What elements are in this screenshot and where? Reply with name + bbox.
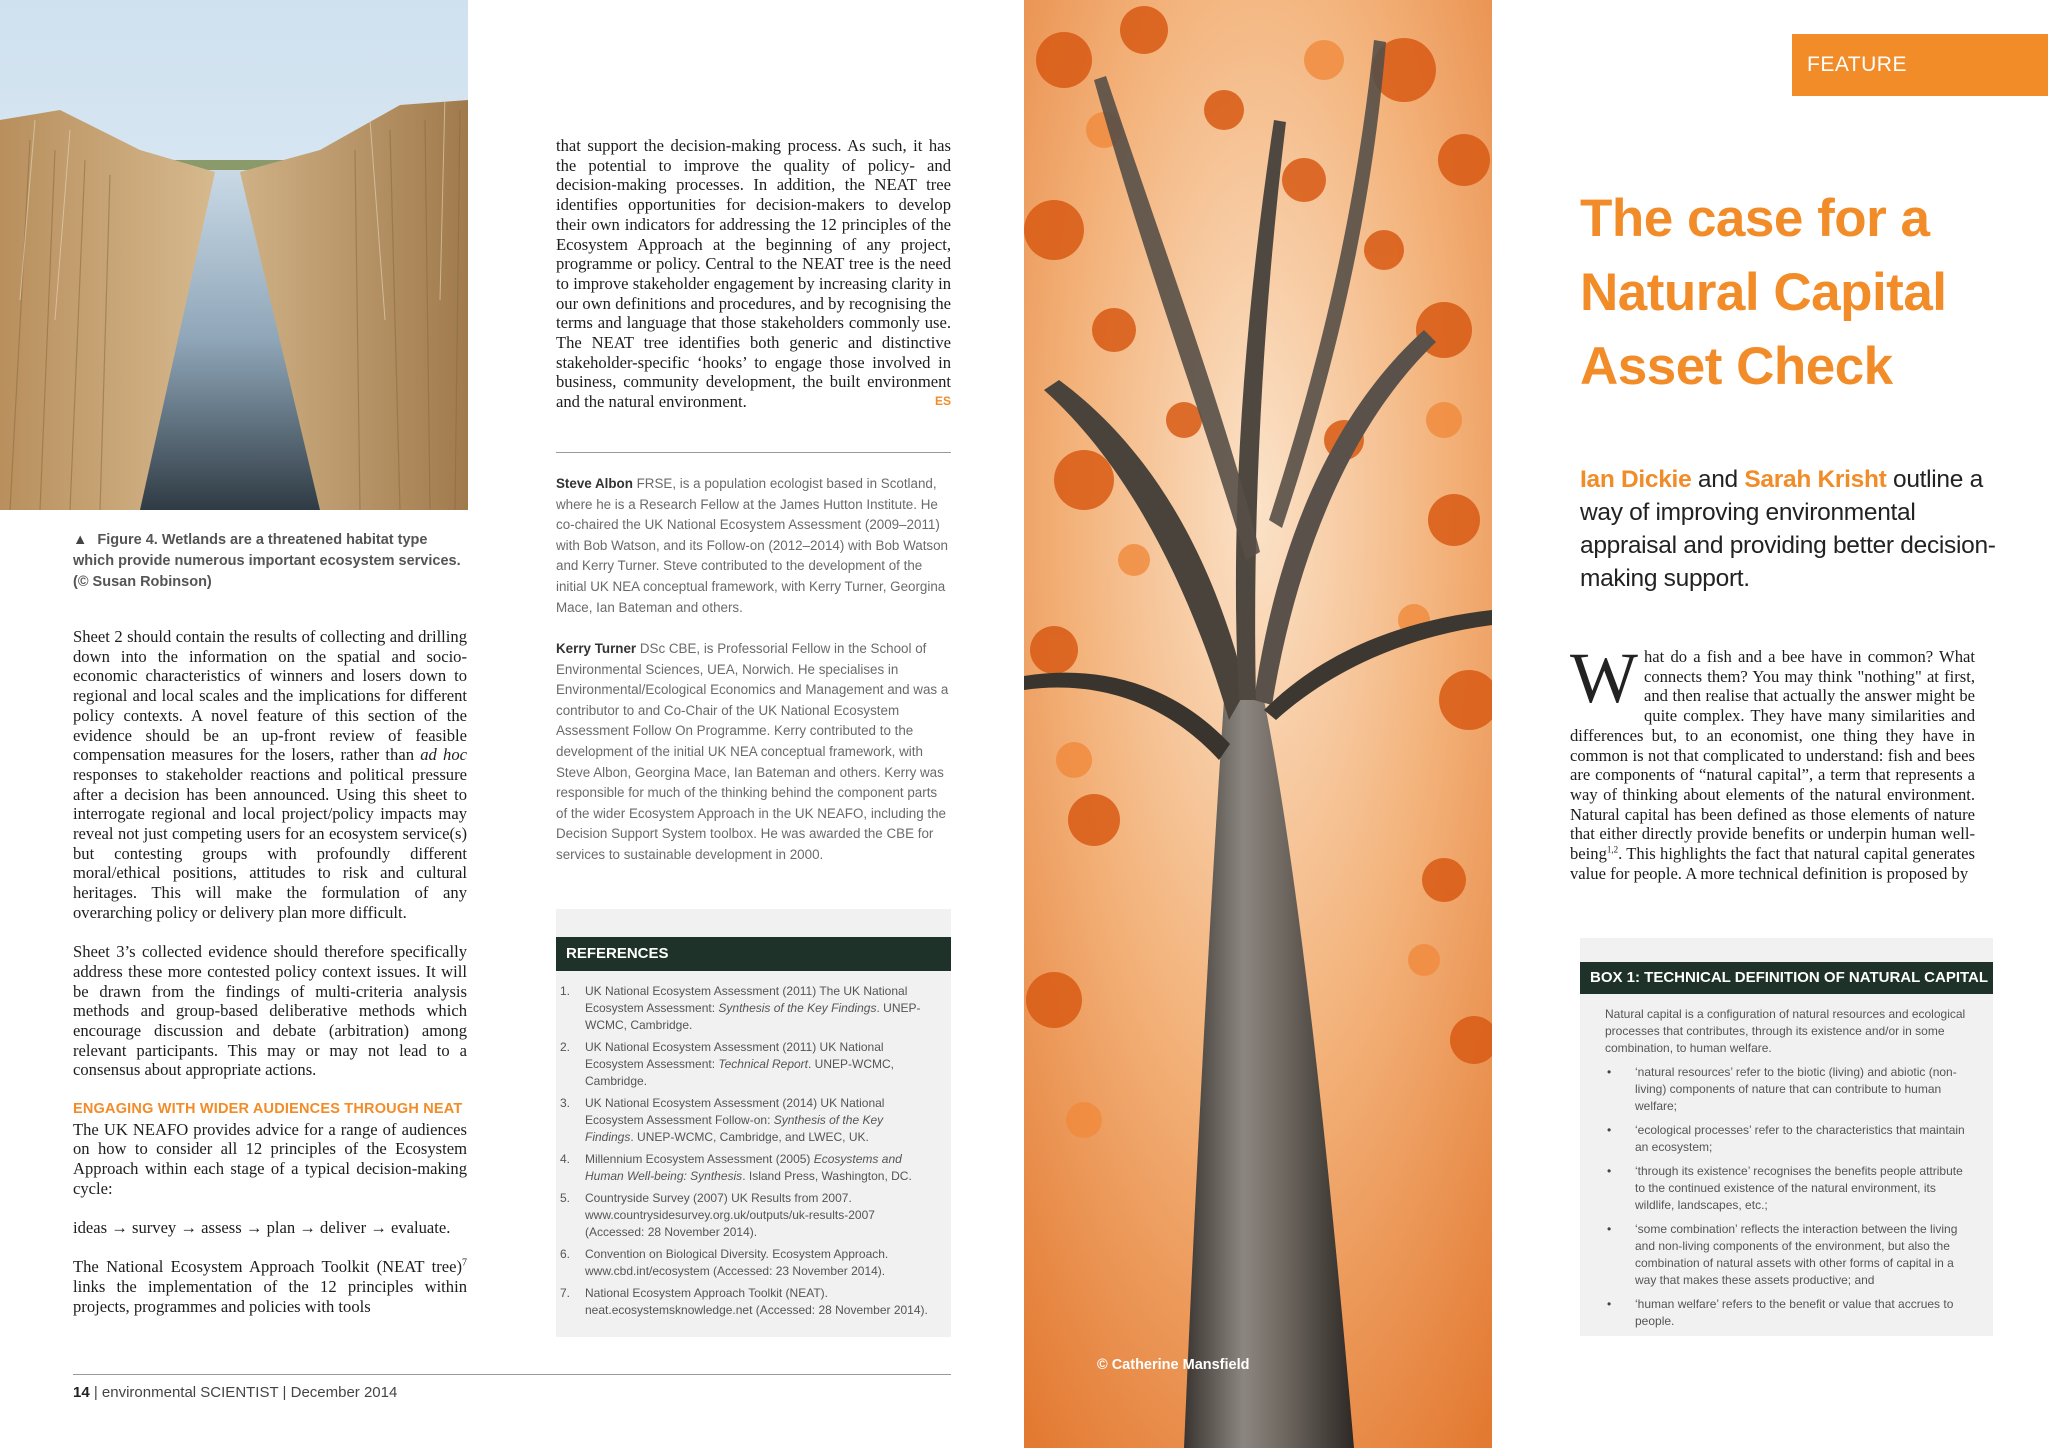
paragraph-neafo: The UK NEAFO provides advice for a range of audiences on how to consider all 12 principles of the Ecosystem Approach within each stage of a typical decision-making cycle:: [73, 1119, 467, 1198]
reference-item: 4. Millennium Ecosystem Assessment (2005) Ecosystems and Human Well-being: Synthesis. Island Press, Washington, DC.: [560, 1152, 912, 1183]
feature-label: FEATURE: [1792, 34, 2048, 96]
standfirst: Ian Dickie and Sarah Krisht outline a way of improving environmental appraisal and providing better decision-making support.: [1580, 466, 1996, 592]
definition-box-body: [1605, 1006, 1975, 1337]
paragraph-neat-tree: The National Ecosystem Approach Toolkit (NEAT tree)$^7$ links the implementation of the 12 principles within projects, programmes and policies with tools: [73, 1257, 467, 1316]
definition-bullets: [1605, 1064, 1975, 1330]
body-column-2: [556, 136, 951, 412]
definition-bullet: • ‘natural resources’ refer to the biotic (living) and abiotic (non-living) components of nature that can contribute to human welfare;: [1605, 1064, 1975, 1115]
tree-photo: [1024, 0, 1492, 1448]
paragraph-sheet-3: Sheet 3’s collected evidence should therefore specifically address these more contested policy context issues. It will be drawn from the findings of multi-criteria analysis methods and group-based deliberative methods which encourage discussion and debate (arbitration) among relevant participants. This may or may not lead to a consensus about appropriate actions.: [73, 942, 467, 1080]
title-line: Natural Capital: [1580, 263, 1947, 322]
author-bio-kerry-turner: Kerry Turner DSc CBE, is Professorial Fellow in the School of Environmental Sciences, UEA, Norwich. He specialises in Environmental/Ecological Economics and Management and was a contributor to and Co-Chair of the UK National Ecosystem Assessment Follow On Programme. Kerry contributed to the development of the initial UK NEA conceptual framework, with Steve Albon, Georgina Mace, Ian Bateman and others. Kerry was responsible for much of the thinking behind the component parts of the wider Ecosystem Approach in the UK NEAFO, including the Decision Support System toolbox. He was awarded the CBE for services to sustainable development in 2000.: [556, 641, 949, 862]
author-bio-steve-albon: Steve Albon FRSE, is a population ecologist based in Scotland, where he is a Research Fellow at the James Hutton Institute. He co-chaired the UK National Ecosystem Assessment (2009–2011) with Bob Watson, and its Follow-on (2012–2014) with Bob Watson and Kerry Turner. Steve contributed to the development of the initial UK NEA conceptual framework, with Kerry Turner, Georgina Mace, Ian Bateman and others.: [556, 476, 949, 615]
title-line: Asset Check: [1580, 337, 1893, 396]
author-name: Sarah Krisht: [1744, 466, 1887, 493]
reference-item: 2. UK National Ecosystem Assessment (2011) UK National Ecosystem Assessment: Technical Report. UNEP-WCMC, Cambridge.: [560, 1040, 894, 1088]
photo-credit: © Catherine Mansfield: [1097, 1357, 1250, 1373]
definition-bullet: • ‘through its existence’ recognises the benefits people attribute to the continued existence of the natural environment, its wildlife, landscapes, etc.;: [1605, 1163, 1975, 1214]
definition-box: [1580, 938, 1993, 1336]
definition-intro: Natural capital is a configuration of natural resources and ecological processes that contributes, through its existence and/or in some combination, to human welfare.: [1605, 1007, 1966, 1055]
definition-bullet: • ‘human welfare’ refers to the benefit or value that accrues to people.: [1605, 1296, 1975, 1330]
reference-item: 3. UK National Ecosystem Assessment (2014) UK National Ecosystem Assessment Follow-on: Synthesis of the Key Findings. UNEP-WCMC, Cambridge, and LWEC, UK.: [560, 1096, 885, 1144]
references-list: [556, 983, 951, 1324]
article-title: [1580, 182, 2020, 404]
paragraph-neat-continued: that support the decision-making process. As such, it has the potential to improve the quality of policy- and decision-making processes. In addition, the NEAT tree identifies opportunities for decision-makers to develop their own indicators for addressing the 12 principles of the Ecosystem Approach at the beginning of any project, programme or policy. Central to the NEAT tree is the need to improve stakeholder engagement by increasing clarity in our own definitions and procedures, and by recognising the terms and language that those stakeholders commonly use. The NEAT tree identifies both generic and distinctive stakeholder-specific ‘hooks’ to engage those involved in business, community development, the built environment and the natural environment.: [556, 136, 951, 412]
footer-rule: [73, 1374, 951, 1375]
article-body: What do a fish and a bee have in common? What connects them? You may think "nothing" at first, and then realise that actually the answer might be quite complex. They have many similarities and differences but, to an economist, one thing they have in common is not that complicated to understand: fish and bees are components of “natural capital”, a term that represents a way of thinking about elements of the natural environment. Natural capital has been defined as those elements of nature that either directly provide benefits or underpin human well-being$^{1,2}$. This highlights the fact that natural capital generates value for people. A more technical definition is proposed by: [1570, 638, 1975, 883]
drop-cap: W: [1570, 638, 1638, 718]
reference-item: 7. National Ecosystem Approach Toolkit (NEAT). neat.ecosystemsknowledge.net (Accessed: 28 November 2014).: [560, 1286, 928, 1317]
definition-bullet: • ‘ecological processes’ refer to the characteristics that maintain an ecosystem;: [1605, 1122, 1975, 1156]
triangle-up-icon: ▲: [73, 532, 88, 548]
footer-text: | environmental SCIENTIST | December 2014: [89, 1384, 398, 1401]
reference-item: 1. UK National Ecosystem Assessment (2011) The UK National Ecosystem Assessment: Synthesis of the Key Findings. UNEP-WCMC, Cambridge.: [560, 984, 921, 1032]
definition-bullet: • ‘some combination’ reflects the interaction between the living and non-living components of the environment, but also the combination of natural assets with other forms of capital in a way that makes these assets productive; and: [1605, 1221, 1975, 1289]
definition-box-heading: BOX 1: TECHNICAL DEFINITION OF NATURAL CAPITAL: [1580, 962, 1993, 994]
page-number: 14: [73, 1384, 90, 1401]
bio-name: Kerry Turner: [556, 641, 637, 656]
body-column-1: [73, 627, 467, 1317]
references-box: [556, 909, 951, 1337]
figure-caption: [73, 530, 467, 593]
title-line: The case for a: [1580, 189, 1930, 248]
decision-cycle: ideas → survey → assess → plan → deliver → evaluate.: [73, 1218, 451, 1238]
wetland-photo: [0, 0, 468, 510]
references-heading: REFERENCES: [556, 937, 951, 971]
bio-name: Steve Albon: [556, 476, 633, 491]
caption-text: Figure 4. Wetlands are a threatened habitat type which provide numerous important ecosystem services. (© Susan Robinson): [73, 532, 461, 590]
author-name: Ian Dickie: [1580, 466, 1692, 493]
reference-item: 6. Convention on Biological Diversity. Ecosystem Approach. www.cbd.int/ecosystem (Accessed: 23 November 2014).: [560, 1247, 889, 1278]
reference-item: 5. Countryside Survey (2007) UK Results from 2007. www.countrysidesurvey.org.uk/outputs/uk-results-2007 (Accessed: 28 November 2014).: [560, 1191, 875, 1239]
page-footer: [73, 1384, 397, 1401]
section-subheading: ENGAGING WITH WIDER AUDIENCES THROUGH NEAT: [73, 1100, 463, 1117]
paragraph-sheet-2: Sheet 2 should contain the results of collecting and drilling down into the information on the spatial and socio-economic characteristics of winners and losers down to regional and local scales and the implications for different policy contexts. A novel feature of this section of the evidence should be an up-front review of feasible compensation measures for the losers, rather than ad hoc responses to stakeholder reactions and political pressure after a decision has been announced. Using this sheet to interrogate regional and local project/policy impacts may reveal not just competing users for an ecosystem service(s) but contesting groups with profoundly different moral/ethical positions, attitudes to risk and cultural heritages. This will make the formulation of any overarching policy or delivery plan more difficult.: [73, 627, 467, 922]
end-mark: ES: [934, 394, 951, 409]
divider-line: [556, 452, 951, 453]
